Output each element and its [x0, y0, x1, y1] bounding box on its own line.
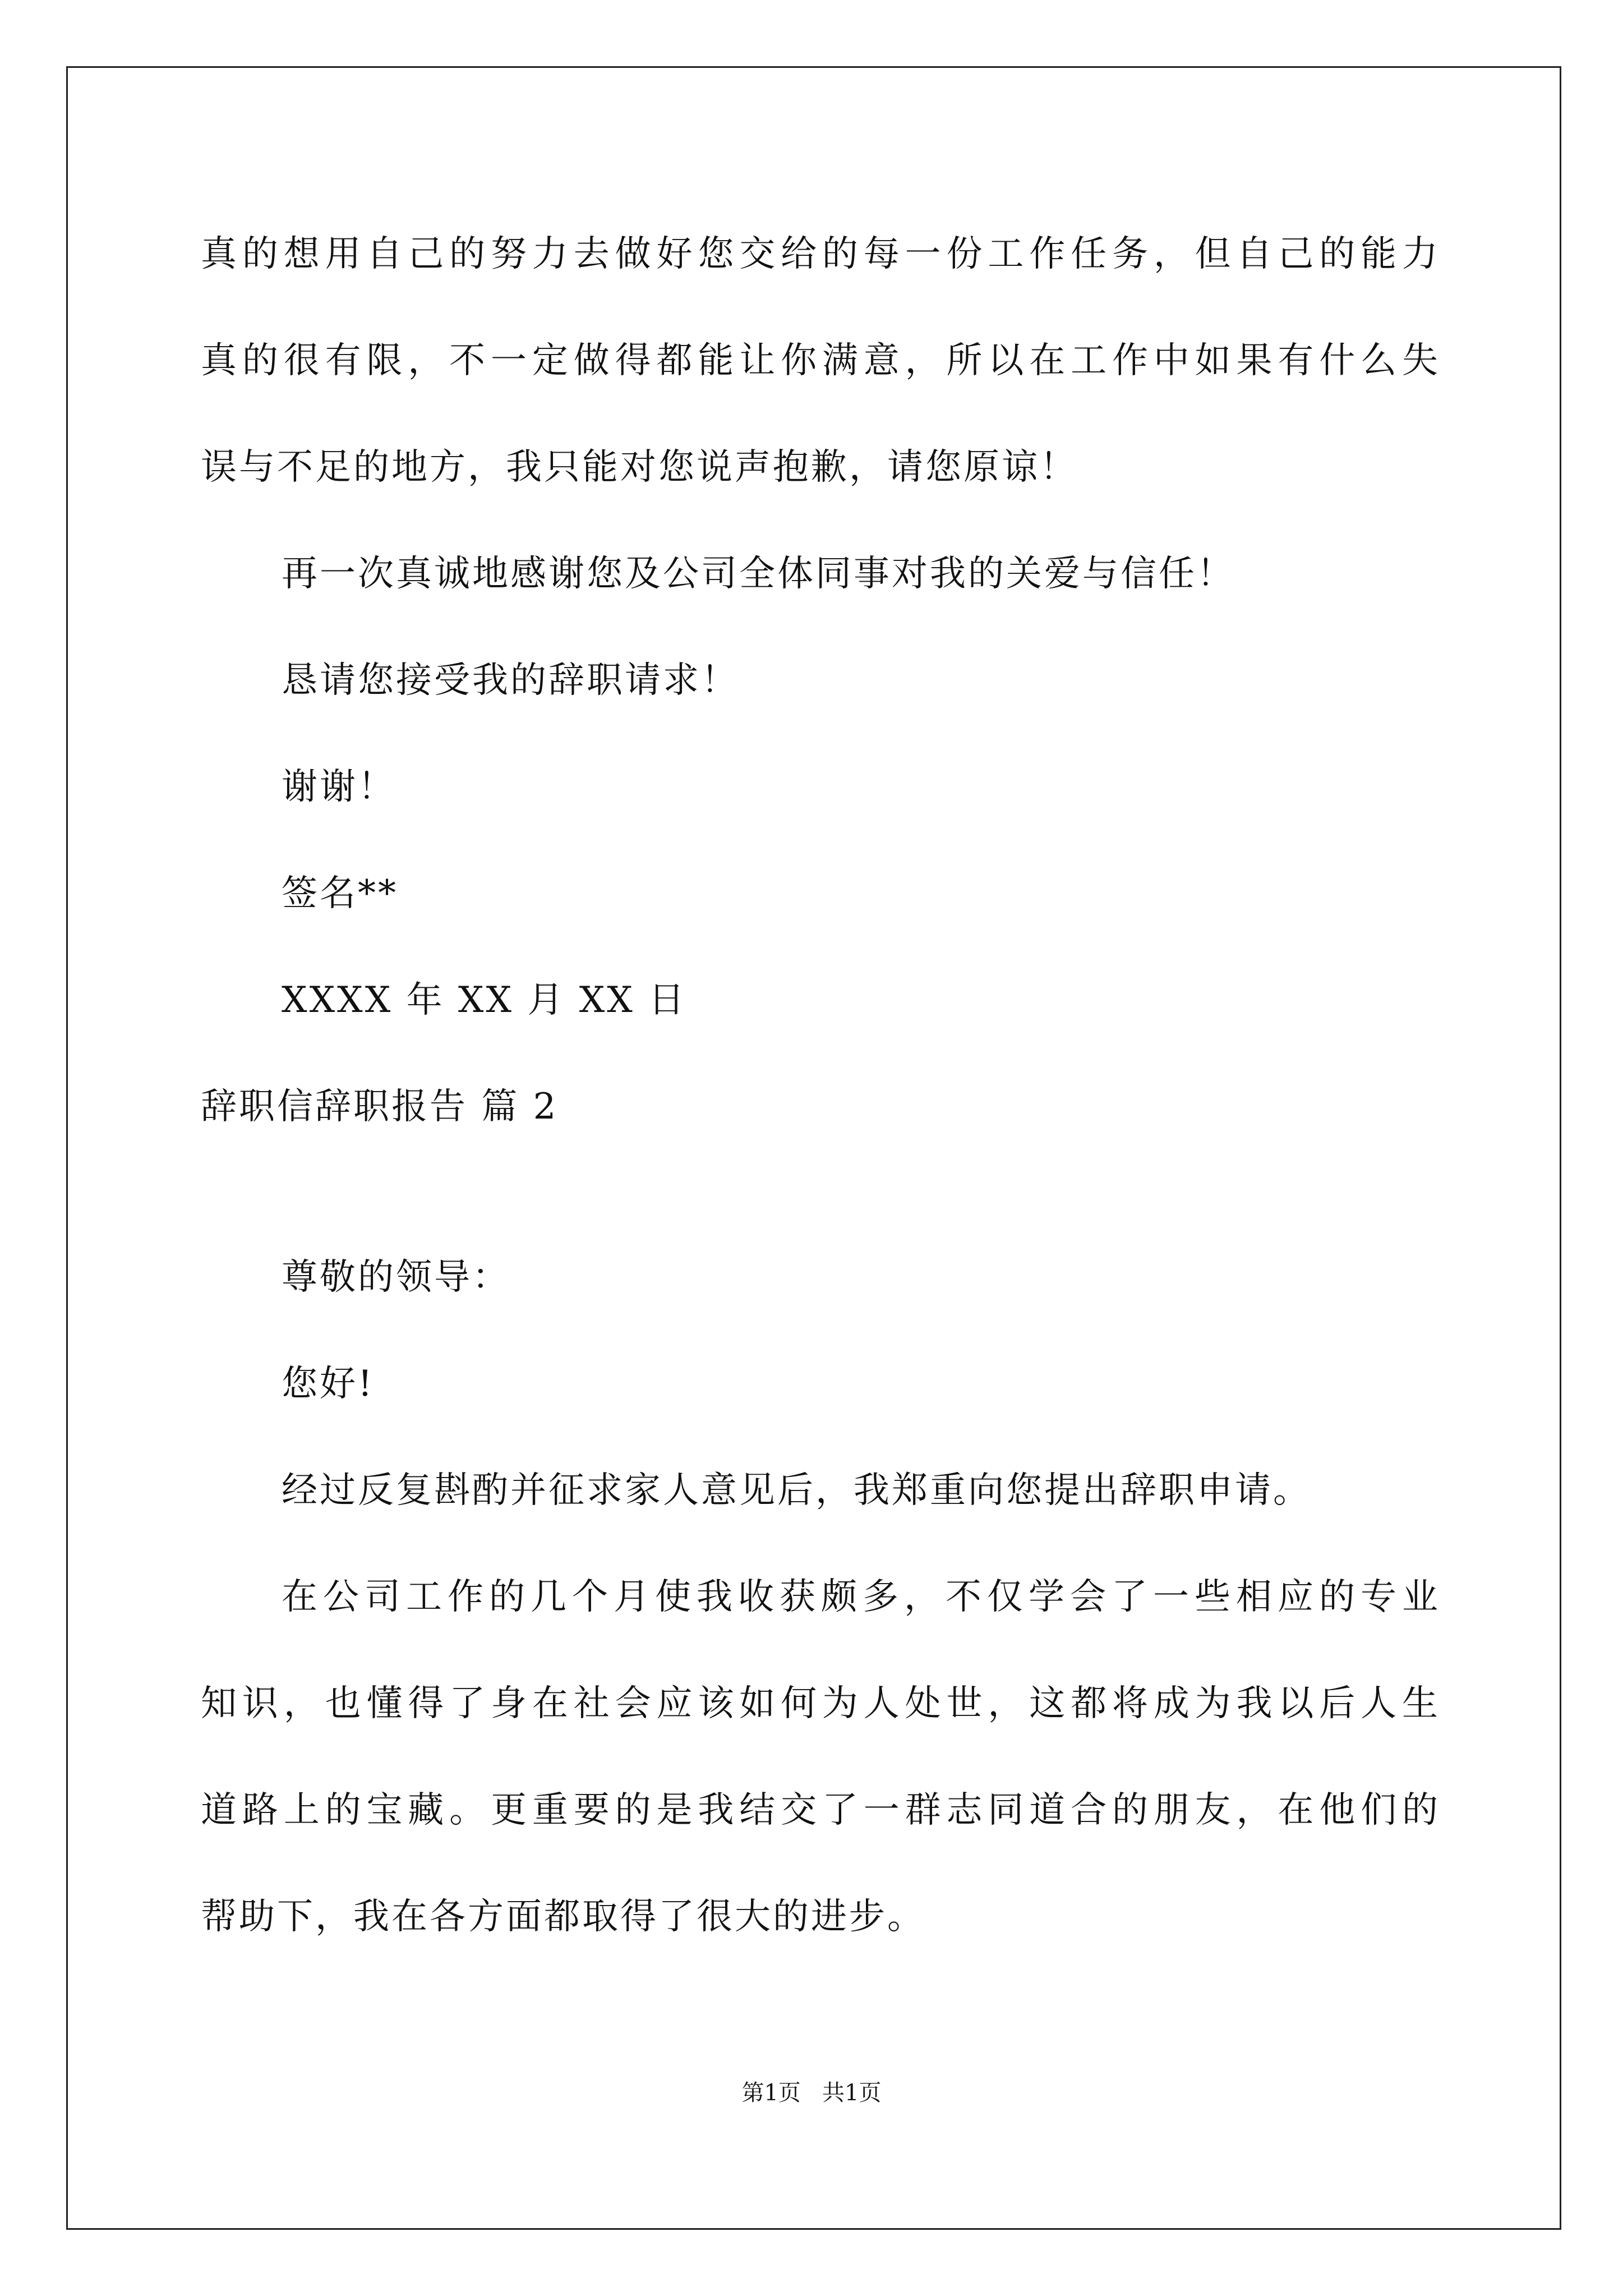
paragraph-line: 知识，也懂得了身在社会应该如何为人处世，这都将成为我以后人生 [201, 1683, 1440, 1724]
paragraph-line: 帮助下，我在各方面都取得了很大的进步。 [201, 1896, 925, 1938]
paragraph-line: 真的很有限，不一定做得都能让你满意，所以在工作中如果有什么失 [201, 340, 1440, 381]
paragraph-line: 道路上的宝藏。更重要的是我结交了一群志同道合的朋友，在他们的 [201, 1789, 1440, 1831]
paragraph-line: 谢谢！ [282, 766, 396, 808]
paragraph-line: 真的想用自己的努力去做好您交给的每一份工作任务，但自己的能力 [201, 233, 1440, 275]
date-line: XXXX 年 XX 月 XX 日 [282, 979, 687, 1021]
paragraph-line: 在公司工作的几个月使我收获颇多，不仅学会了一些相应的专业 [282, 1576, 1440, 1618]
paragraph-line: 恳请您接受我的辞职请求！ [282, 660, 739, 701]
signature-line: 签名** [282, 873, 398, 914]
paragraph-line: 再一次真诚地感谢您及公司全体同事对我的关爱与信任！ [282, 553, 1235, 595]
greeting: 您好! [282, 1363, 375, 1405]
paragraph-line: 误与不足的地方，我只能对您说声抱歉，请您原谅！ [201, 447, 1078, 488]
page-footer: 第1页 共1页 [741, 2080, 882, 2106]
salutation: 尊敬的领导： [282, 1257, 510, 1298]
paragraph-line: 经过反复斟酌并征求家人意见后，我郑重向您提出辞职申请。 [282, 1470, 1311, 1511]
section-heading: 辞职信辞职报告 篇 2 [201, 1086, 559, 1128]
